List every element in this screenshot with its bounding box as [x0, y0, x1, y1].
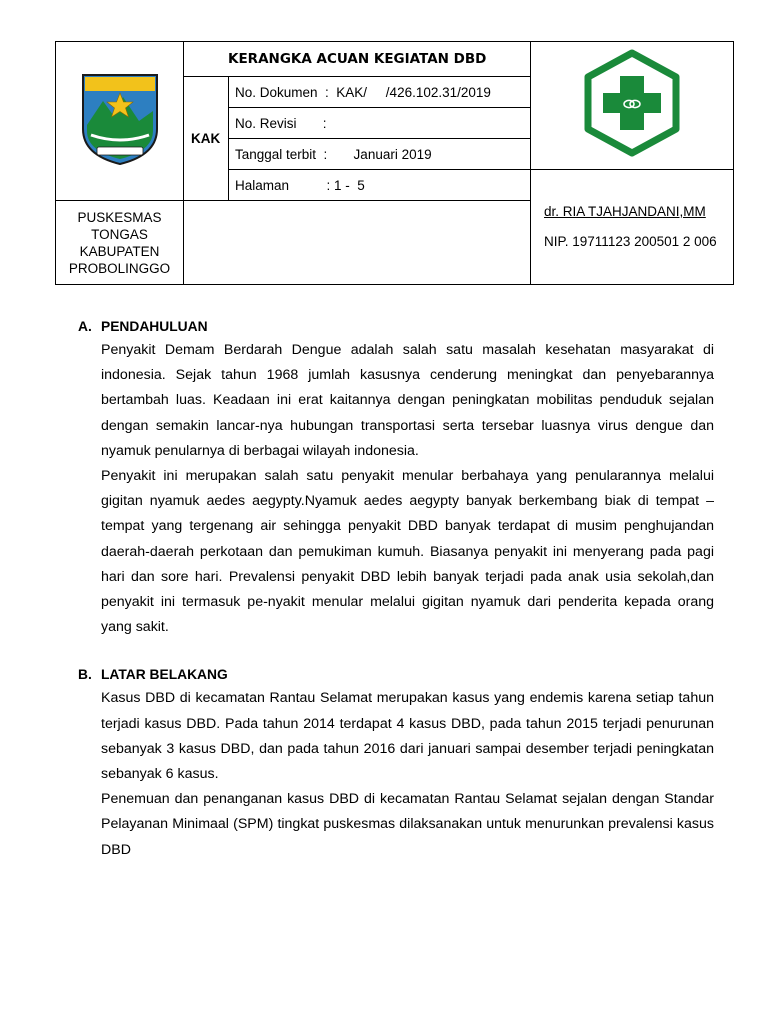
section-heading-a: A. PENDAHULUAN — [78, 319, 208, 334]
section-heading-b: B. LATAR BELAKANG — [78, 667, 228, 683]
document-title: KERANGKA ACUAN KEGIATAN DBD — [184, 42, 531, 77]
empty-cell — [184, 201, 531, 285]
regency-emblem-cell — [56, 42, 184, 201]
paragraph: Penyakit Demam Berdarah Dengue adalah salah satu masalah kesehatan masyarakat di indonesia. Sejak tahun 1968 jumlah kasusnya cenderung meningkat dan penyebarannya bertambah luas. Keadaan ini erat kaitannya dengan peningkatan mobilitas penduduk sejalan dengan semakin lancar-nya hubungan transportasi serta tersebar luasnya virus dengue dan nyamuk penularnya di berbagai wilayah indonesia. — [101, 342, 714, 459]
kak-label: KAK — [184, 77, 229, 201]
signer-name: dr. RIA TJAHJANDANI,MM — [544, 204, 706, 219]
regency-emblem-icon — [79, 71, 161, 167]
paragraph: Kasus DBD di kecamatan Rantau Selamat merupakan kasus yang endemis karena setiap tahun terjadi kasus DBD. Pada tahun 2014 terdapat 4 kasus DBD, pada tahun 2015 terjadi penurunan sebanyak 3 kasus DBD, dan pada tahun 2016 dari januari sampai desember terjadi peningkatan sebanyak 6 kasus. — [101, 690, 714, 783]
paragraph: Penemuan dan penanganan kasus DBD di kecamatan Rantau Selamat sejalan dengan Standar Pelayanan Minimaal (SPM) tingkat puskesmas dilaksanakan untuk menurunkan prevalensi kasus DBD — [101, 791, 714, 858]
signer-cell — [531, 170, 734, 285]
organization-name: PUSKESMAS TONGAS KABUPATEN PROBOLINGGO — [56, 201, 184, 285]
page-count-row: Halaman : 1 - 5 — [229, 170, 531, 201]
puskesmas-logo-icon — [581, 48, 683, 158]
puskesmas-logo-cell — [531, 42, 734, 170]
paragraph: Penyakit ini merupakan salah satu penyakit menular berbahaya yang penularannya melalui gigitan nyamuk aedes aegypty.Nyamuk aedes aegypty banyak berkembang biak di tempat – tempat yang tergenang air sehingga penyakit DBD banyak terdapat di musim penghujandan daerah-daerah perkotaan dan pemukiman kumuh. Biasanya penyakit ini menyerang pada pagi hari dan sore hari. Prevalensi penyakit DBD lebih banyak terjadi pada anak usia sekolah,dan penyakit ini termasuk pe-nyakit menular melalui gigitan nyamuk dari penderita kepada orang yang sakit. — [101, 468, 714, 636]
document-header-table — [55, 41, 734, 285]
signer-nip: NIP. 19711123 200501 2 006 — [544, 234, 717, 249]
document-number-row: No. Dokumen : KAK/ /426.102.31/2019 — [229, 77, 531, 108]
document-body — [78, 316, 714, 863]
revision-row: No. Revisi : — [229, 108, 531, 139]
publish-date-row: Tanggal terbit : Januari 2019 — [229, 139, 531, 170]
